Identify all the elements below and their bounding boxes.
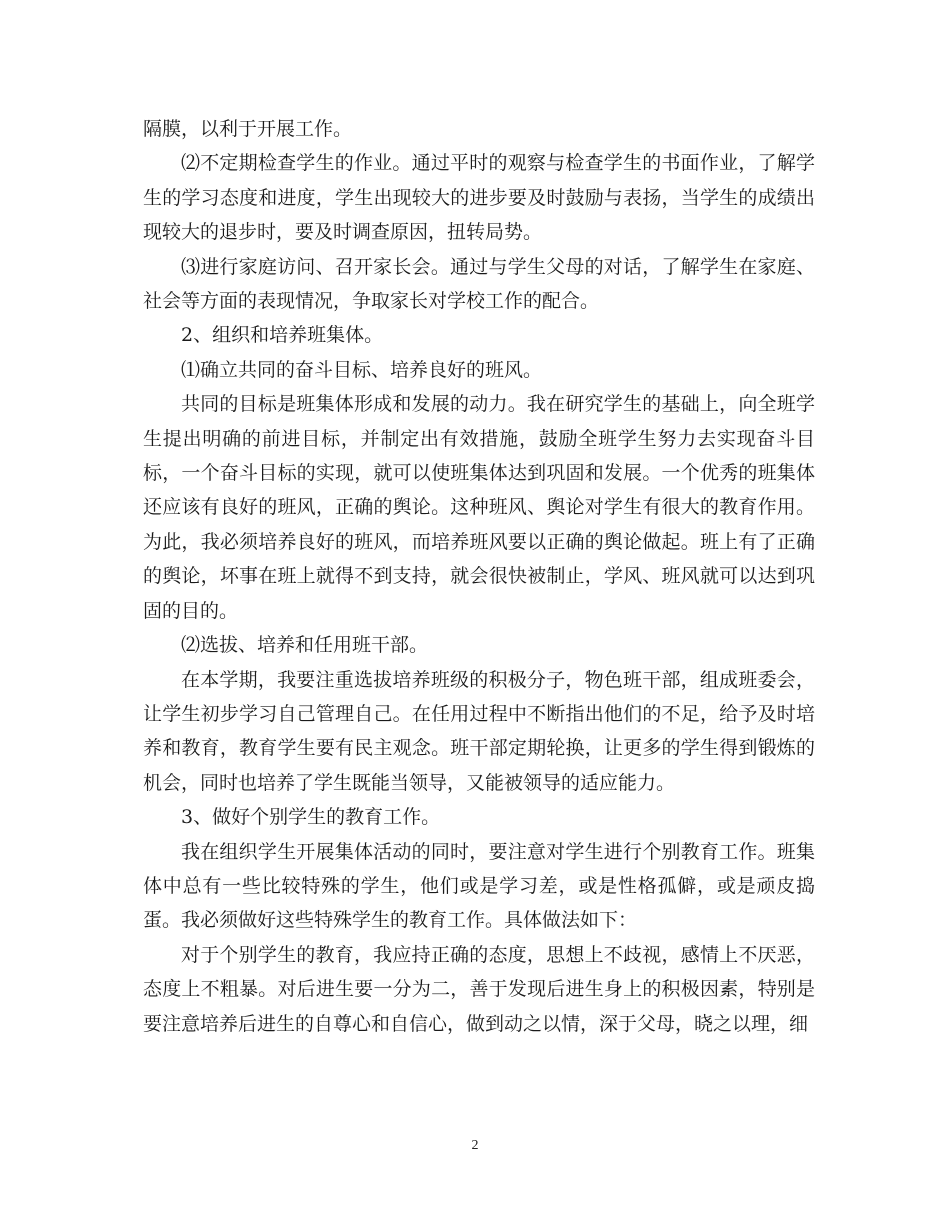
paragraph: 在本学期，我要注重选拔培养班级的积极分子，物色班干部，组成班委会，让学生初步学习自己管理自己。在任用过程中不断指出他们的不足，给予及时培养和教育，教育学生要有民主观念。班干部定期轮换，让更多的学生得到锻炼的机会，同时也培养了学生既能当领导，又能被领导的适应能力。 [143,668,815,794]
paragraph: 对于个别学生的教育，我应持正确的态度，思想上不歧视，感情上不厌恶，态度上不粗暴。对后进生要一分为二，善于发现后进生身上的积极因素，特别是要注意培养后进生的自尊心和自信心，做到动之以情，深于父母，晓之以理，细 [143,943,815,1035]
paragraph: ⑵不定期检查学生的作业。通过平时的观察与检查学生的书面作业，了解学生的学习态度和进度，学生出现较大的进步要及时鼓励与表扬，当学生的成绩出现较大的退步时，要及时调查原因，扭转局势。 [143,152,815,244]
page-number: 2 [471,1138,479,1153]
section-heading: 2、组织和培养班集体。 [181,324,384,347]
subsection-heading: ⑴确立共同的奋斗目标、培养良好的班风。 [181,358,543,381]
paragraph: 我在组织学生开展集体活动的同时，要注意对学生进行个别教育工作。班集体中总有一些比较特殊的学生，他们或是学习差，或是性格孤僻，或是顽皮捣蛋。我必须做好这些特殊学生的教育工作。具体做法如下： [143,840,815,932]
paragraph: ⑶进行家庭访问、召开家长会。通过与学生父母的对话，了解学生在家庭、社会等方面的表现情况，争取家长对学校工作的配合。 [143,255,815,313]
paragraph: 共同的目标是班集体形成和发展的动力。我在研究学生的基础上，向全班学生提出明确的前进目标，并制定出有效措施，鼓励全班学生努力去实现奋斗目标，一个奋斗目标的实现，就可以使班集体达到巩固和发展。一个优秀的班集体还应该有良好的班风，正确的舆论。这种班风、舆论对学生有很大的教育作用。为此，我必须培养良好的班风，而培养班风要以正确的舆论做起。班上有了正确的舆论，坏事在班上就得不到支持，就会很快被制止，学风、班风就可以达到巩固的目的。 [143,393,815,622]
subsection-heading: ⑵选拔、培养和任用班干部。 [181,634,429,657]
body-text [143,112,815,1041]
section-heading: 3、做好个别学生的教育工作。 [181,806,441,829]
paragraph: 隔膜，以利于开展工作。 [143,118,353,140]
